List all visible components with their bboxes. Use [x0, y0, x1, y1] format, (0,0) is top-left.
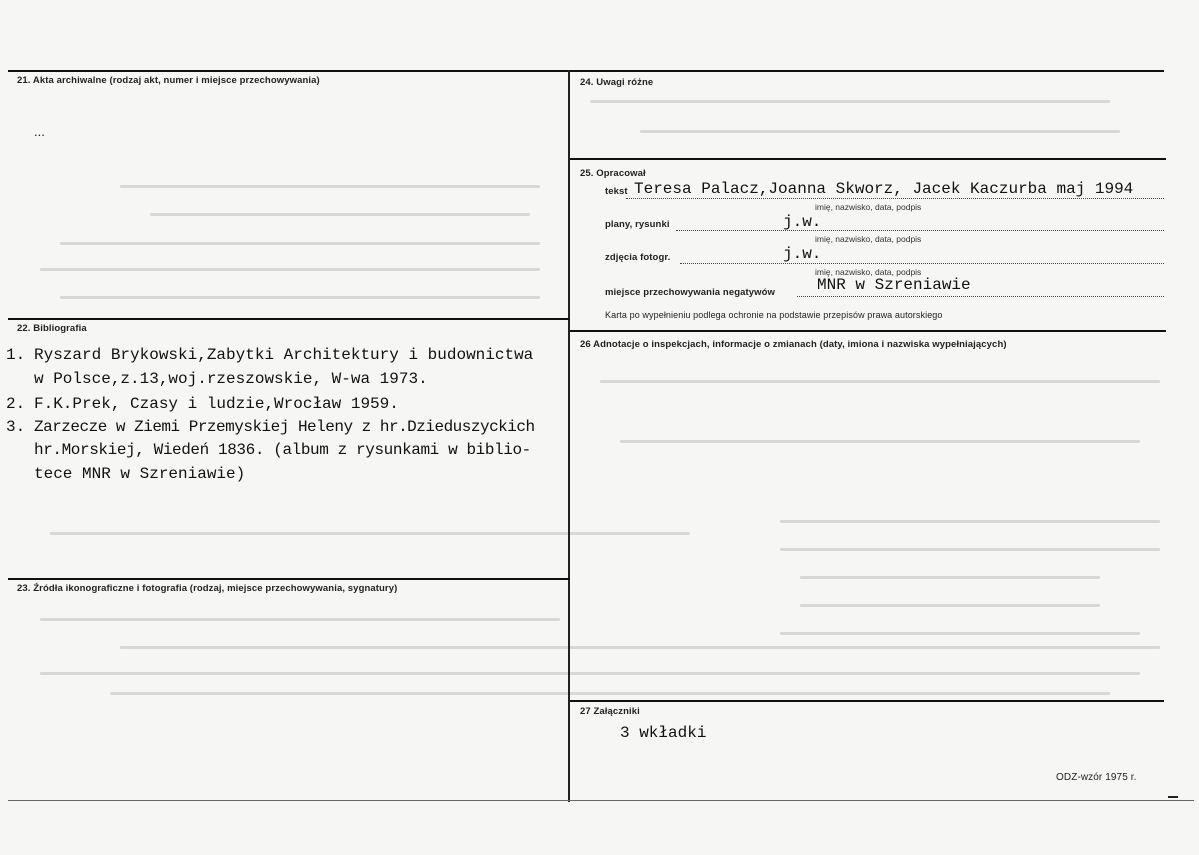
bib-3-line-1: Zarzecze w Ziemi Przemyskiej Heleny z hr.Dzieduszyckich: [34, 418, 535, 436]
rule-right-25: [570, 158, 1166, 160]
tekst-label: tekst: [605, 186, 628, 197]
section-26-label: 26 Adnotacje o inspekcjach, informacje o zmianach (daty, imiona i nazwiska wypełniających): [580, 339, 1007, 350]
plany-label: plany, rysunki: [605, 219, 670, 230]
copyright-note: Karta po wypełnieniu podlega ochronie na podstawie przepisów prawa autorskiego: [605, 310, 943, 320]
plany-value: j.w.: [783, 213, 822, 231]
plany-dotline: [676, 230, 1164, 231]
bib-1-num: 1.: [6, 346, 26, 364]
zdjecia-label: zdjęcia fotogr.: [605, 252, 671, 263]
bottom-rule: [8, 800, 1194, 801]
section-21-label: 21. Akta archiwalne (rodzaj akt, numer i miejsce przechowywania): [17, 75, 320, 86]
zdjecia-dotline: [680, 263, 1164, 264]
bib-2-num: 2.: [6, 395, 26, 413]
section-25-label: 25. Opracował: [580, 168, 646, 179]
section-24-label: 24. Uwagi różne: [580, 77, 654, 88]
negatywy-dotline: [797, 296, 1164, 297]
tekst-value: Teresa Palacz,Joanna Skworz, Jacek Kaczurba maj 1994: [634, 180, 1134, 198]
center-divider: [568, 70, 570, 802]
section-27-label: 27 Załączniki: [580, 706, 640, 717]
rule-left-23: [8, 578, 570, 580]
top-rule-left: [8, 70, 570, 72]
bib-3-line-2: hr.Morskiej, Wiedeń 1836. (album z rysunkami w biblio-: [34, 441, 531, 459]
negatywy-label: miejsce przechowywania negatywów: [605, 287, 776, 298]
zdjecia-hint: imię, nazwisko, data, podpis: [815, 267, 922, 277]
plany-hint: imię, nazwisko, data, podpis: [815, 234, 922, 244]
rule-right-27: [570, 700, 1164, 702]
form-id: ODZ-wzór 1975 r.: [1056, 772, 1137, 783]
bib-1-line-1: Ryszard Brykowski,Zabytki Architektury i budownictwa: [34, 346, 534, 364]
top-rule-right: [570, 70, 1164, 72]
bib-3-num: 3.: [6, 418, 26, 436]
bib-1-line-2: w Polsce,z.13,woj.rzeszowskie, W-wa 1973.: [34, 370, 428, 388]
negatywy-value: MNR w Szreniawie: [817, 276, 971, 294]
bib-2-line-1: F.K.Prek, Czasy i ludzie,Wrocław 1959.: [34, 395, 399, 413]
bib-3-line-3: tece MNR w Szreniawie): [34, 465, 246, 483]
bottom-tick: [1168, 796, 1178, 798]
section-21-content: ...: [34, 124, 45, 139]
zdjecia-value: j.w.: [783, 245, 822, 263]
section-23-label: 23. Źródła ikonograficzne i fotografia (rodzaj, miejsce przechowywania, sygnatury): [17, 583, 398, 594]
tekst-hint: imię, nazwisko, data, podpis: [815, 202, 922, 212]
section-22-label: 22. Bibliografia: [17, 323, 87, 334]
section-27-value: 3 wkładki: [620, 724, 707, 742]
rule-right-26: [570, 330, 1166, 332]
rule-left-22: [8, 318, 570, 320]
tekst-dotline: [626, 198, 1164, 199]
